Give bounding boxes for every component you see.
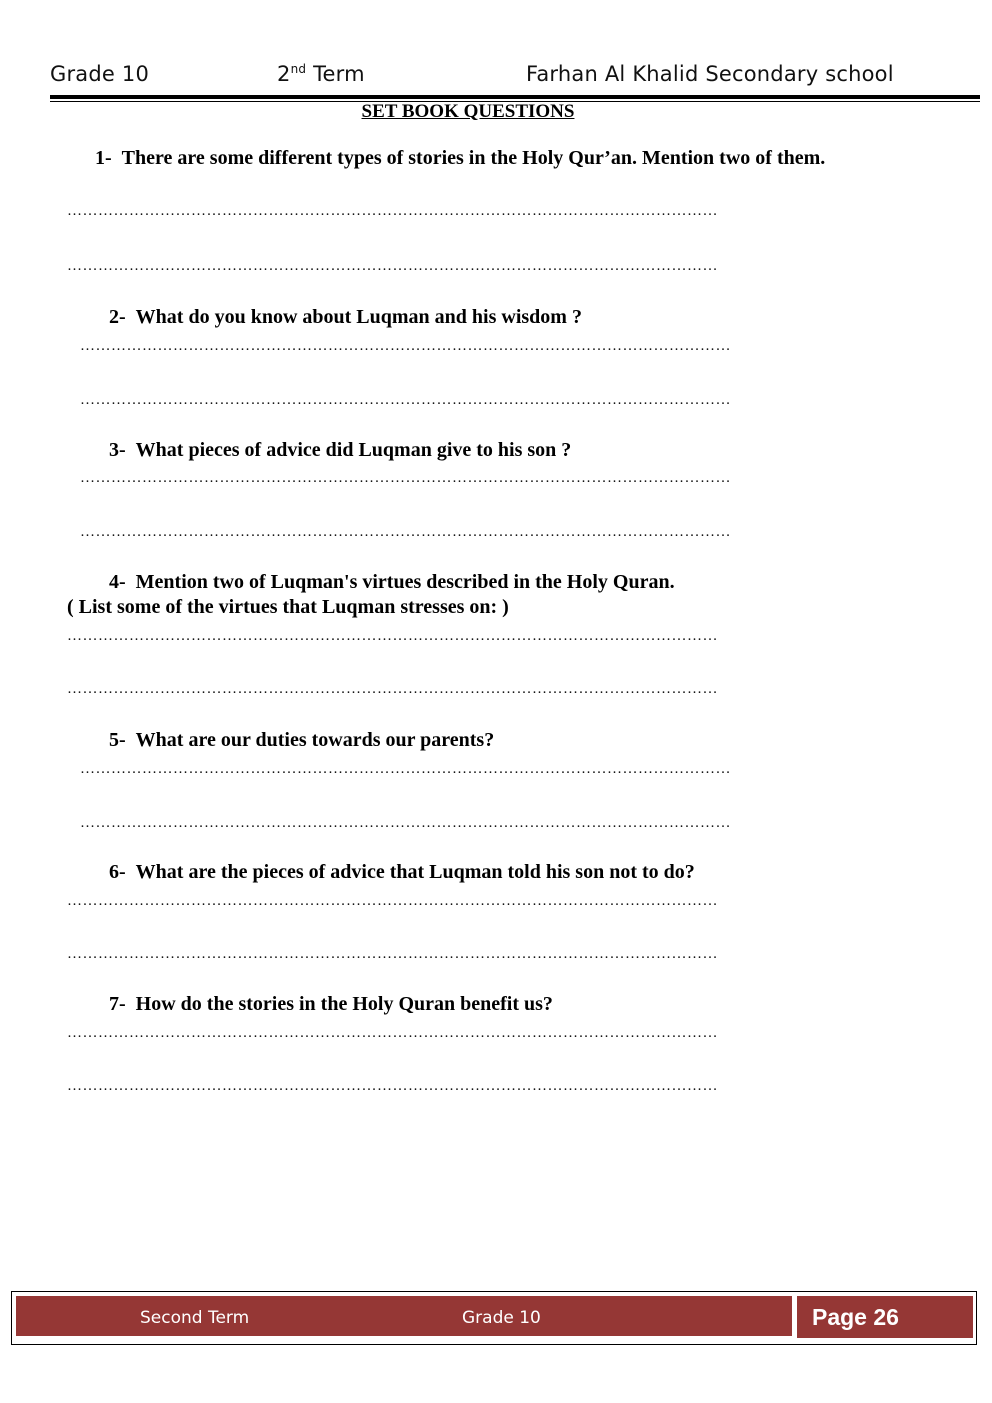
answer-line[interactable]: ……………………………………………………………………………………………………………… (67, 258, 718, 274)
answer-line[interactable]: ……………………………………………………………………………………………………………… (67, 1078, 718, 1094)
question-number: 4- (109, 571, 126, 593)
answer-line[interactable]: ……………………………………………………………………………………………………………… (67, 628, 718, 644)
page-title: SET BOOK QUESTIONS (361, 101, 575, 122)
question-1 (95, 147, 825, 170)
header-term-number: 2 (277, 62, 291, 86)
question-5 (109, 729, 494, 752)
question-number: 5- (109, 729, 126, 751)
question-text: How do the stories in the Holy Quran benefit us? (135, 993, 553, 1015)
header-school: Farhan Al Khalid Secondary school (526, 62, 894, 86)
answer-line[interactable]: ……………………………………………………………………………………………………………… (67, 893, 718, 909)
question-text: There are some different types of stories in the Holy Qur’an. Mention two of them. (121, 147, 826, 169)
question-7 (109, 993, 553, 1016)
header-term (277, 62, 365, 86)
page-number: Page 26 (812, 1304, 899, 1330)
question-4 (109, 571, 675, 594)
question-text: Mention two of Luqman's virtues described in the Holy Quran. (135, 571, 675, 593)
answer-line[interactable]: ……………………………………………………………………………………………………………… (80, 338, 731, 354)
footer-grade: Grade 10 (462, 1308, 541, 1328)
question-number: 3- (109, 439, 126, 461)
answer-line[interactable]: ……………………………………………………………………………………………………………… (80, 761, 731, 777)
answer-line[interactable]: ……………………………………………………………………………………………………………… (80, 524, 731, 540)
footer-term: Second Term (140, 1308, 250, 1328)
answer-line[interactable]: ……………………………………………………………………………………………………………… (67, 203, 718, 219)
question-number: 2- (109, 306, 126, 328)
header-grade: Grade 10 (50, 62, 150, 86)
answer-line[interactable]: ……………………………………………………………………………………………………………… (67, 681, 718, 697)
answer-line[interactable]: ……………………………………………………………………………………………………………… (80, 470, 731, 486)
answer-line[interactable]: ……………………………………………………………………………………………………………… (80, 392, 731, 408)
question-text: What pieces of advice did Luqman give to his son ? (135, 439, 572, 461)
question-text: What are the pieces of advice that Luqman told his son not to do? (135, 861, 695, 883)
question-number: 7- (109, 993, 126, 1015)
question-number: 1- (95, 147, 112, 169)
question-3 (109, 439, 571, 462)
answer-line[interactable]: ……………………………………………………………………………………………………………… (67, 946, 718, 962)
question-4-subtext: ( List some of the virtues that Luqman stresses on: ) (67, 596, 509, 618)
question-6 (109, 861, 695, 884)
header-term-suffix: nd (290, 62, 307, 76)
footer-band (16, 1296, 792, 1336)
answer-line[interactable]: ……………………………………………………………………………………………………………… (67, 1025, 718, 1041)
header-term-word: Term (313, 62, 365, 86)
header-rule-thick (50, 95, 980, 99)
answer-line[interactable]: ……………………………………………………………………………………………………………… (80, 815, 731, 831)
question-text: What are our duties towards our parents? (135, 729, 495, 751)
question-2 (109, 306, 582, 329)
question-number: 6- (109, 861, 126, 883)
question-text: What do you know about Luqman and his wisdom ? (135, 306, 582, 328)
